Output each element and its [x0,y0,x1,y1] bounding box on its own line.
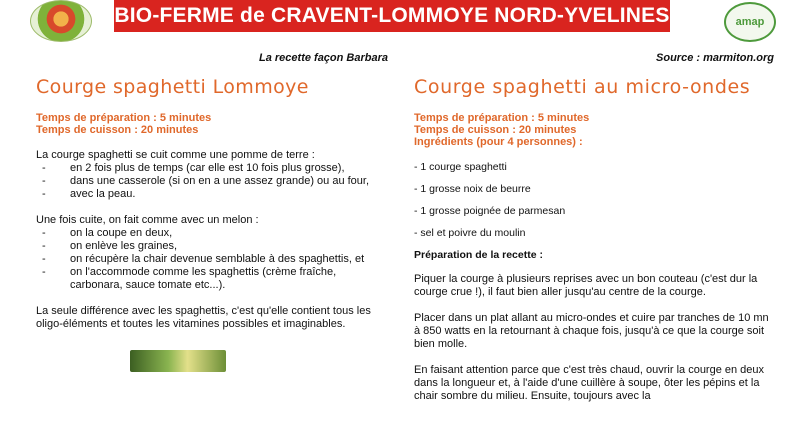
recipe-title: Courge spaghetti au micro-ondes [414,76,751,98]
intro-list [36,162,388,201]
list-item: - dans une casserole (si on en a une assez grande) ou au four, [36,175,388,188]
preparation-title: Préparation de la recette : [414,249,543,261]
list-item: - on enlève les graines, [36,240,388,253]
ingredients-label: Ingrédients (pour 4 personnes) : [414,136,583,148]
closing-text: La seule différence avec les spaghettis, c'est qu'elle contient tous les oligo-éléments et toutes les vitamines possibles et imaginables. [36,305,371,330]
list-item: - on récupère la chair devenue semblable à des spaghettis, et [36,253,388,266]
ingredient-item: - 1 grosse noix de beurre [414,183,531,195]
step-text: En faisant attention parce que c'est très chaud, ouvrir la courge en deux dans la longueur et, à l'aide d'une cuillère à soupe, ôter les pépins et la chair sombre du milieu. Ensuite, toujours avec la [414,364,765,402]
intro-text: La courge spaghetti se cuit comme une pomme de terre : [36,149,315,161]
step-text: Piquer la courge à plusieurs reprises avec un bon couteau (c'est dur la courge crue !), il faut bien aller jusqu'au centre de la courge. [414,273,758,298]
melon-intro-text: Une fois cuite, on fait comme avec un melon : [36,214,259,226]
page-header [0,0,804,42]
recipe-source: Source : marmiton.org [656,52,774,64]
ingredient-item: - 1 courge spaghetti [414,161,507,173]
left-recipe-column [36,52,388,331]
melon-list [36,227,388,292]
ingredient-item: - 1 grosse poignée de parmesan [414,205,566,217]
amap-logo: amap [724,2,776,42]
list-item: - en 2 fois plus de temps (car elle est 10 fois plus grosse), [36,162,388,175]
cook-time: Temps de cuisson : 20 minutes [36,124,199,136]
cook-time: Temps de cuisson : 20 minutes [414,124,577,136]
prep-time: Temps de préparation : 5 minutes [36,112,212,124]
ingredient-item: - sel et poivre du moulin [414,227,526,239]
list-item: - on la coupe en deux, [36,227,388,240]
farm-banner-title: BIO-FERME de CRAVENT-LOMMOYE NORD-YVELINES [114,0,670,32]
step-text: Placer dans un plat allant au micro-ondes et cuire par tranches de 10 mn à 850 watts en la retournant à chaque fois, jusqu'à ce que la courge soit bien molle. [414,312,769,350]
prep-time: Temps de préparation : 5 minutes [414,112,590,124]
recipe-credit: La recette façon Barbara [259,52,388,64]
list-item: - on l'accommode comme les spaghettis (crème fraîche, carbonara, sauce tomate etc...). [36,266,388,292]
right-recipe-column [414,52,774,403]
squash-photo [130,350,226,372]
list-item: - avec la peau. [36,188,388,201]
recipe-title: Courge spaghetti Lommoye [36,76,309,98]
farm-logo [30,0,92,42]
